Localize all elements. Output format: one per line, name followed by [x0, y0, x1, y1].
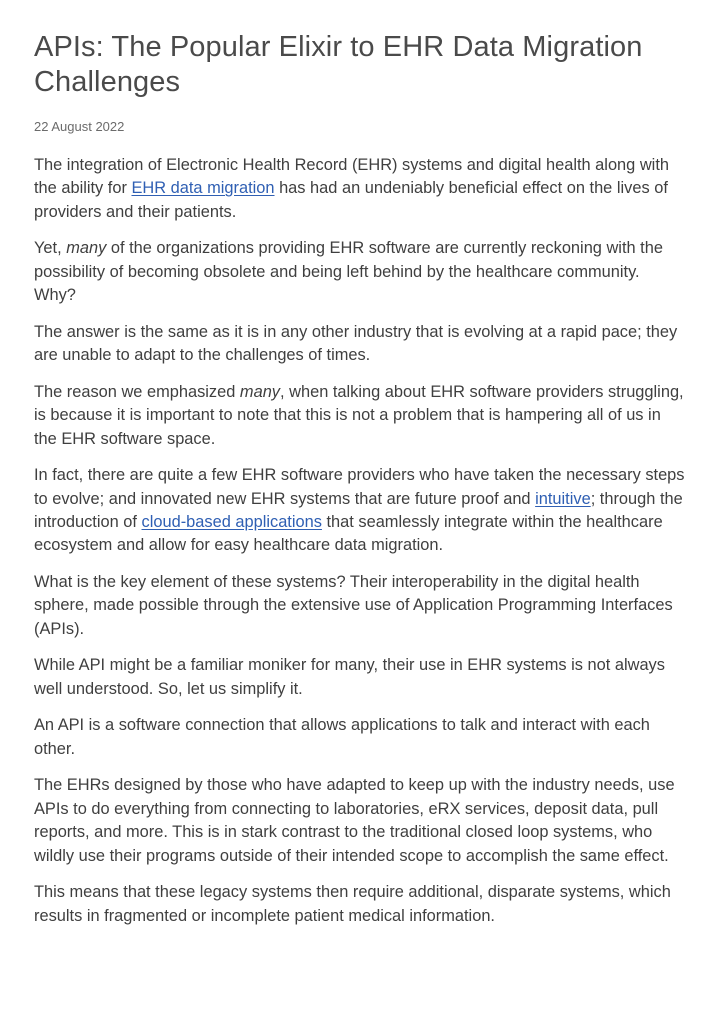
article-body — [34, 154, 686, 928]
paragraph-8: An API is a software connection that allows applications to talk and interact with each other. — [34, 716, 650, 758]
ehr-data-migration-link[interactable]: EHR data migration — [131, 179, 275, 198]
article-title: APIs: The Popular Elixir to EHR Data Migration Challenges — [34, 31, 643, 98]
paragraph-5 — [34, 464, 686, 558]
paragraph-text: ; through the introduction of — [34, 489, 683, 532]
paragraph-text: of the organizations providing EHR software are currently reckoning with the possibility of becoming obsolete and being left behind by the healthcare community. Why? — [34, 239, 663, 305]
paragraph-text: has had an undeniably beneficial effect on the lives of providers and their patients. — [34, 179, 668, 221]
paragraph-text: The integration of Electronic Health Record (EHR) systems and digital health along with the ability for — [34, 156, 669, 198]
paragraph-4 — [34, 381, 686, 451]
emphasis-text: many — [66, 239, 107, 258]
cloud-based-applications-link[interactable]: cloud-based applications — [141, 513, 322, 532]
paragraph-9: The EHRs designed by those who have adapted to keep up with the industry needs, use APIs to do everything from connecting to laboratories, eRX services, deposit data, pull reports, and more. This is in stark contrast to the traditional closed loop systems, who wildly use their programs outside of their intended scope to accomplish the same effect. — [34, 776, 675, 865]
paragraph-7: While API might be a familiar moniker for many, their use in EHR systems is not always well understood. So, let us simplify it. — [34, 656, 665, 698]
paragraph-2 — [34, 237, 686, 307]
emphasis-text: many — [239, 382, 281, 401]
intuitive-link[interactable]: intuitive — [535, 489, 591, 508]
publish-date: 22 August 2022 — [34, 119, 125, 134]
paragraph-3: The answer is the same as it is in any other industry that is evolving at a rapid pace; they are unable to adapt to the challenges of times. — [34, 322, 678, 365]
paragraph-10: This means that these legacy systems then require additional, disparate systems, which results in fragmented or incomplete patient medical information. — [34, 883, 671, 925]
paragraph-text: The reason we emphasized — [34, 382, 240, 401]
paragraph-text: Yet, — [34, 239, 67, 258]
paragraph-text: In fact, there are quite a few EHR software providers who have taken the necessary steps to evolve; and innovated new EHR systems that are future proof and — [34, 466, 685, 508]
paragraph-text: that seamlessly integrate within the healthcare ecosystem and allow for easy healthcare data migration. — [34, 513, 663, 555]
paragraph-text: , when talking about EHR software providers struggling, is because it is important to note that this is not a problem that is hampering all of us in the EHR software space. — [34, 382, 684, 448]
paragraph-1 — [34, 154, 686, 224]
paragraph-6: What is the key element of these systems? Their interoperability in the digital health sphere, made possible through the extensive use of Application Programming Interfaces (APIs). — [34, 573, 673, 638]
